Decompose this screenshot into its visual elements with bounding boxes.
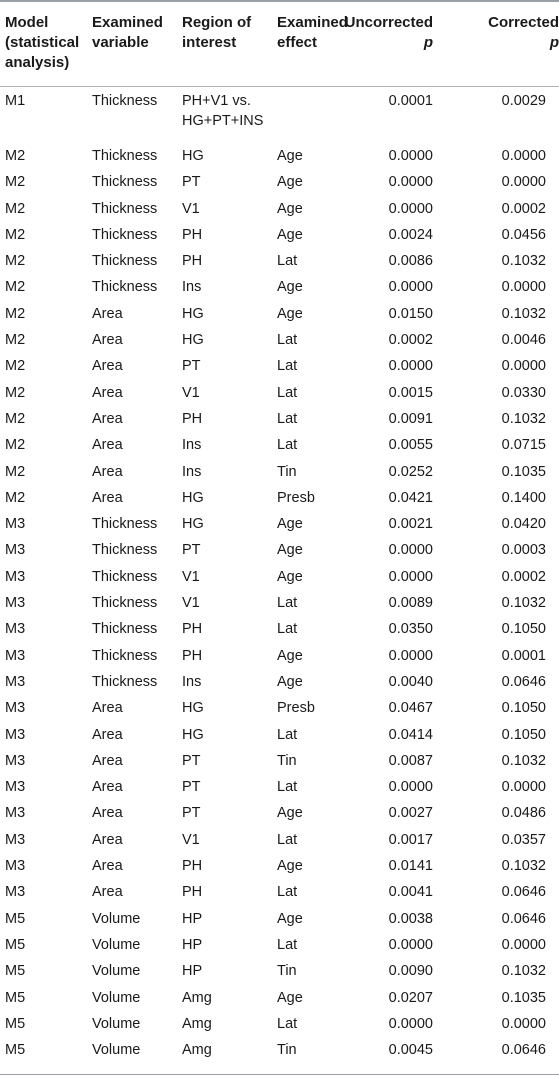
cell-uncorrected: 0.0024 xyxy=(388,226,433,243)
cell-model: M3 xyxy=(5,884,26,901)
header-region: Region of interest xyxy=(182,14,252,51)
header-model: Model (statistical analysis) xyxy=(5,14,80,71)
cell-corrected: 0.0001 xyxy=(501,647,546,664)
table-row xyxy=(0,985,559,1011)
cell-model: M2 xyxy=(5,358,26,375)
cell-variable: Thickness xyxy=(92,621,158,638)
cell-corrected: 0.0000 xyxy=(501,279,546,296)
table-row xyxy=(0,1011,559,1037)
cell-uncorrected: 0.0421 xyxy=(388,489,433,506)
cell-uncorrected: 0.0089 xyxy=(388,595,433,612)
cell-region: PT xyxy=(182,174,201,191)
cell-uncorrected: 0.0000 xyxy=(388,174,433,191)
cell-region: PH xyxy=(182,621,203,638)
cell-corrected: 0.0646 xyxy=(501,910,546,927)
cell-variable: Thickness xyxy=(92,673,158,690)
cell-region: PH xyxy=(182,253,203,270)
cell-uncorrected: 0.0000 xyxy=(388,647,433,664)
cell-region: PT xyxy=(182,752,201,769)
cell-uncorrected: 0.0252 xyxy=(388,463,433,480)
cell-region: V1 xyxy=(182,384,200,401)
cell-effect: Lat xyxy=(277,358,298,375)
cell-corrected: 0.0000 xyxy=(501,779,546,796)
table-row xyxy=(0,827,559,853)
table-row xyxy=(0,196,559,222)
cell-variable: Thickness xyxy=(92,93,158,109)
cell-region: V1 xyxy=(182,200,200,217)
cell-uncorrected: 0.0000 xyxy=(388,779,433,796)
cell-uncorrected: 0.0150 xyxy=(388,305,433,322)
cell-corrected: 0.1032 xyxy=(501,858,546,875)
cell-model: M5 xyxy=(5,963,26,980)
cell-model: M3 xyxy=(5,568,26,585)
cell-variable: Thickness xyxy=(92,200,158,217)
table-row xyxy=(0,932,559,958)
cell-region: HG xyxy=(182,148,204,164)
header-uncorrected xyxy=(323,13,433,53)
cell-corrected: 0.1050 xyxy=(501,621,546,638)
cell-variable: Area xyxy=(92,305,123,322)
cell-uncorrected: 0.0000 xyxy=(388,542,433,559)
table-row xyxy=(0,222,559,248)
cell-region: HG xyxy=(182,332,204,349)
cell-corrected: 0.0456 xyxy=(501,226,546,243)
table-row xyxy=(0,89,559,143)
table-row xyxy=(0,301,559,327)
table-body xyxy=(0,89,559,1063)
table-row xyxy=(0,537,559,563)
cell-variable: Area xyxy=(92,410,123,427)
cell-region: V1 xyxy=(182,568,200,585)
cell-uncorrected: 0.0141 xyxy=(388,858,433,875)
table-header xyxy=(0,2,559,87)
cell-effect: Lat xyxy=(277,1015,298,1032)
cell-corrected: 0.1032 xyxy=(501,963,546,980)
cell-region: PH xyxy=(182,226,203,243)
cell-model: M3 xyxy=(5,595,26,612)
cell-effect: Tin xyxy=(277,463,297,480)
cell-corrected: 0.1035 xyxy=(501,463,546,480)
cell-effect: Age xyxy=(277,858,303,875)
cell-effect: Age xyxy=(277,174,303,191)
cell-effect: Age xyxy=(277,673,303,690)
cell-corrected: 0.0646 xyxy=(501,673,546,690)
cell-region: PH xyxy=(182,410,203,427)
cell-effect: Age xyxy=(277,200,303,217)
table-row xyxy=(0,748,559,774)
cell-uncorrected: 0.0000 xyxy=(388,358,433,375)
cell-uncorrected: 0.0001 xyxy=(388,93,433,109)
table-row xyxy=(0,432,559,458)
cell-region: PT xyxy=(182,358,201,375)
table-row xyxy=(0,590,559,616)
cell-model: M3 xyxy=(5,779,26,796)
header-corrected-label: Corrected xyxy=(488,14,559,31)
cell-region: HG xyxy=(182,726,204,743)
cell-region: PT xyxy=(182,779,201,796)
cell-uncorrected: 0.0000 xyxy=(388,936,433,953)
cell-uncorrected: 0.0090 xyxy=(388,963,433,980)
cell-variable: Area xyxy=(92,831,123,848)
cell-variable: Area xyxy=(92,858,123,875)
cell-model: M2 xyxy=(5,489,26,506)
cell-effect: Age xyxy=(277,279,303,296)
cell-uncorrected: 0.0015 xyxy=(388,384,433,401)
cell-model: M3 xyxy=(5,858,26,875)
cell-variable: Area xyxy=(92,884,123,901)
cell-corrected: 0.1050 xyxy=(501,700,546,717)
cell-corrected: 0.1050 xyxy=(501,726,546,743)
cell-uncorrected: 0.0087 xyxy=(388,752,433,769)
cell-corrected: 0.0000 xyxy=(501,148,546,164)
cell-variable: Volume xyxy=(92,963,141,980)
cell-corrected: 0.0046 xyxy=(501,332,546,349)
cell-model: M3 xyxy=(5,621,26,638)
table-bottom-rule xyxy=(0,1074,559,1075)
cell-model: M5 xyxy=(5,936,26,953)
cell-corrected: 0.0357 xyxy=(501,831,546,848)
cell-corrected: 0.1035 xyxy=(501,989,546,1006)
cell-region: HG xyxy=(182,489,204,506)
cell-region: HP xyxy=(182,910,203,927)
table-row xyxy=(0,143,559,169)
cell-model: M2 xyxy=(5,305,26,322)
table-row xyxy=(0,459,559,485)
cell-model: M2 xyxy=(5,200,26,217)
cell-model: M2 xyxy=(5,226,26,243)
cell-variable: Area xyxy=(92,700,123,717)
table-row xyxy=(0,248,559,274)
cell-model: M2 xyxy=(5,410,26,427)
cell-corrected: 0.1032 xyxy=(501,752,546,769)
cell-corrected: 0.0002 xyxy=(501,568,546,585)
cell-corrected: 0.0000 xyxy=(501,358,546,375)
cell-effect: Age xyxy=(277,568,303,585)
cell-uncorrected: 0.0002 xyxy=(388,332,433,349)
cell-region: V1 xyxy=(182,831,200,848)
cell-model: M3 xyxy=(5,647,26,664)
cell-uncorrected: 0.0467 xyxy=(388,700,433,717)
cell-variable: Thickness xyxy=(92,568,158,585)
table-row xyxy=(0,1037,559,1063)
cell-uncorrected: 0.0000 xyxy=(388,279,433,296)
cell-effect: Lat xyxy=(277,595,298,612)
cell-effect: Age xyxy=(277,226,303,243)
cell-uncorrected: 0.0086 xyxy=(388,253,433,270)
cell-effect: Age xyxy=(277,805,303,822)
cell-variable: Area xyxy=(92,726,123,743)
cell-region: PT xyxy=(182,542,201,559)
cell-region: HP xyxy=(182,936,203,953)
cell-corrected: 0.0715 xyxy=(501,437,546,454)
cell-corrected: 0.0003 xyxy=(501,542,546,559)
cell-effect: Age xyxy=(277,305,303,322)
cell-uncorrected: 0.0027 xyxy=(388,805,433,822)
cell-model: M3 xyxy=(5,673,26,690)
cell-uncorrected: 0.0017 xyxy=(388,831,433,848)
cell-effect: Presb xyxy=(277,489,315,506)
cell-model: M5 xyxy=(5,989,26,1006)
cell-model: M3 xyxy=(5,805,26,822)
cell-variable: Thickness xyxy=(92,647,158,664)
cell-variable: Thickness xyxy=(92,279,158,296)
cell-variable: Volume xyxy=(92,1015,141,1032)
table-row xyxy=(0,169,559,195)
cell-region: V1 xyxy=(182,595,200,612)
cell-effect: Age xyxy=(277,989,303,1006)
cell-model: M3 xyxy=(5,516,26,533)
cell-effect: Tin xyxy=(277,752,297,769)
table-row xyxy=(0,327,559,353)
cell-uncorrected: 0.0350 xyxy=(388,621,433,638)
header-corrected xyxy=(449,13,559,53)
cell-region: Ins xyxy=(182,673,202,690)
header-effect: Examined effect xyxy=(277,14,348,51)
cell-model: M2 xyxy=(5,384,26,401)
cell-effect: Lat xyxy=(277,726,298,743)
cell-variable: Thickness xyxy=(92,148,158,164)
cell-model: M2 xyxy=(5,148,26,164)
header-uncorrected-p: p xyxy=(423,34,433,51)
cell-model: M3 xyxy=(5,752,26,769)
cell-region: HP xyxy=(182,963,203,980)
cell-variable: Volume xyxy=(92,989,141,1006)
cell-corrected: 0.0330 xyxy=(501,384,546,401)
table-row xyxy=(0,353,559,379)
cell-effect: Lat xyxy=(277,437,298,454)
cell-uncorrected: 0.0000 xyxy=(388,568,433,585)
cell-region: Ins xyxy=(182,437,202,454)
cell-variable: Thickness xyxy=(92,542,158,559)
cell-uncorrected: 0.0021 xyxy=(388,516,433,533)
cell-variable: Volume xyxy=(92,1042,141,1059)
cell-effect: Lat xyxy=(277,779,298,796)
cell-region: PH+V1 vs. HG+PT+INS xyxy=(182,93,264,129)
cell-corrected: 0.1032 xyxy=(501,253,546,270)
cell-effect: Lat xyxy=(277,384,298,401)
cell-model: M5 xyxy=(5,1042,26,1059)
cell-corrected: 0.0000 xyxy=(501,1015,546,1032)
cell-corrected: 0.0420 xyxy=(501,516,546,533)
table-row xyxy=(0,485,559,511)
cell-effect: Age xyxy=(277,542,303,559)
table-row xyxy=(0,906,559,932)
cell-effect: Age xyxy=(277,910,303,927)
cell-uncorrected: 0.0000 xyxy=(388,200,433,217)
cell-corrected: 0.0000 xyxy=(501,174,546,191)
table-row xyxy=(0,643,559,669)
cell-region: Ins xyxy=(182,463,202,480)
cell-variable: Volume xyxy=(92,936,141,953)
cell-corrected: 0.0646 xyxy=(501,1042,546,1059)
cell-effect: Tin xyxy=(277,963,297,980)
header-uncorrected-label: Uncorrected xyxy=(344,14,433,31)
table-row xyxy=(0,511,559,537)
cell-region: Ins xyxy=(182,279,202,296)
cell-corrected: 0.1400 xyxy=(501,489,546,506)
cell-variable: Area xyxy=(92,437,123,454)
table-row xyxy=(0,274,559,300)
cell-variable: Thickness xyxy=(92,226,158,243)
cell-model: M3 xyxy=(5,542,26,559)
cell-model: M1 xyxy=(5,93,26,109)
cell-variable: Area xyxy=(92,384,123,401)
table-row xyxy=(0,616,559,642)
cell-model: M2 xyxy=(5,174,26,191)
cell-effect: Lat xyxy=(277,621,298,638)
cell-effect: Age xyxy=(277,647,303,664)
cell-region: HG xyxy=(182,516,204,533)
cell-variable: Area xyxy=(92,358,123,375)
cell-variable: Volume xyxy=(92,910,141,927)
cell-effect: Age xyxy=(277,516,303,533)
cell-variable: Area xyxy=(92,779,123,796)
cell-corrected: 0.1032 xyxy=(501,410,546,427)
cell-effect: Lat xyxy=(277,936,298,953)
cell-region: PT xyxy=(182,805,201,822)
cell-region: PH xyxy=(182,647,203,664)
cell-variable: Area xyxy=(92,332,123,349)
table-row xyxy=(0,722,559,748)
cell-region: Amg xyxy=(182,1042,212,1059)
cell-model: M3 xyxy=(5,831,26,848)
cell-uncorrected: 0.0045 xyxy=(388,1042,433,1059)
cell-corrected: 0.0002 xyxy=(501,200,546,217)
cell-corrected: 0.0486 xyxy=(501,805,546,822)
cell-effect: Lat xyxy=(277,884,298,901)
cell-model: M2 xyxy=(5,463,26,480)
cell-corrected: 0.1032 xyxy=(501,305,546,322)
cell-variable: Thickness xyxy=(92,516,158,533)
cell-uncorrected: 0.0091 xyxy=(388,410,433,427)
cell-corrected: 0.0646 xyxy=(501,884,546,901)
cell-effect: Tin xyxy=(277,1042,297,1059)
cell-uncorrected: 0.0000 xyxy=(388,1015,433,1032)
cell-uncorrected: 0.0041 xyxy=(388,884,433,901)
table-row xyxy=(0,958,559,984)
cell-variable: Thickness xyxy=(92,253,158,270)
cell-model: M2 xyxy=(5,253,26,270)
cell-corrected: 0.0000 xyxy=(501,936,546,953)
cell-variable: Area xyxy=(92,805,123,822)
table-row xyxy=(0,380,559,406)
table-row xyxy=(0,564,559,590)
header-corrected-p: p xyxy=(549,34,559,51)
cell-model: M3 xyxy=(5,700,26,717)
cell-variable: Area xyxy=(92,489,123,506)
cell-variable: Area xyxy=(92,463,123,480)
cell-region: PH xyxy=(182,884,203,901)
table-row xyxy=(0,774,559,800)
cell-effect: Lat xyxy=(277,332,298,349)
cell-corrected: 0.0029 xyxy=(501,93,546,109)
table-row xyxy=(0,695,559,721)
cell-model: M2 xyxy=(5,279,26,296)
cell-effect: Lat xyxy=(277,253,298,270)
table-row xyxy=(0,669,559,695)
cell-effect: Age xyxy=(277,148,303,164)
table-row xyxy=(0,406,559,432)
cell-region: HG xyxy=(182,305,204,322)
table-row xyxy=(0,853,559,879)
cell-model: M5 xyxy=(5,910,26,927)
cell-uncorrected: 0.0038 xyxy=(388,910,433,927)
cell-variable: Thickness xyxy=(92,595,158,612)
cell-effect: Lat xyxy=(277,831,298,848)
table-row xyxy=(0,800,559,826)
cell-region: PH xyxy=(182,858,203,875)
cell-effect: Presb xyxy=(277,700,315,717)
cell-uncorrected: 0.0000 xyxy=(388,148,433,164)
cell-uncorrected: 0.0040 xyxy=(388,673,433,690)
cell-model: M2 xyxy=(5,437,26,454)
cell-model: M5 xyxy=(5,1015,26,1032)
cell-uncorrected: 0.0055 xyxy=(388,437,433,454)
header-variable: Examined variable xyxy=(92,14,163,51)
cell-model: M3 xyxy=(5,726,26,743)
table-row xyxy=(0,879,559,905)
cell-model: M2 xyxy=(5,332,26,349)
cell-corrected: 0.1032 xyxy=(501,595,546,612)
cell-region: Amg xyxy=(182,1015,212,1032)
cell-variable: Area xyxy=(92,752,123,769)
cell-uncorrected: 0.0207 xyxy=(388,989,433,1006)
cell-variable: Thickness xyxy=(92,174,158,191)
cell-region: Amg xyxy=(182,989,212,1006)
cell-effect: Lat xyxy=(277,410,298,427)
cell-uncorrected: 0.0414 xyxy=(388,726,433,743)
cell-region: HG xyxy=(182,700,204,717)
